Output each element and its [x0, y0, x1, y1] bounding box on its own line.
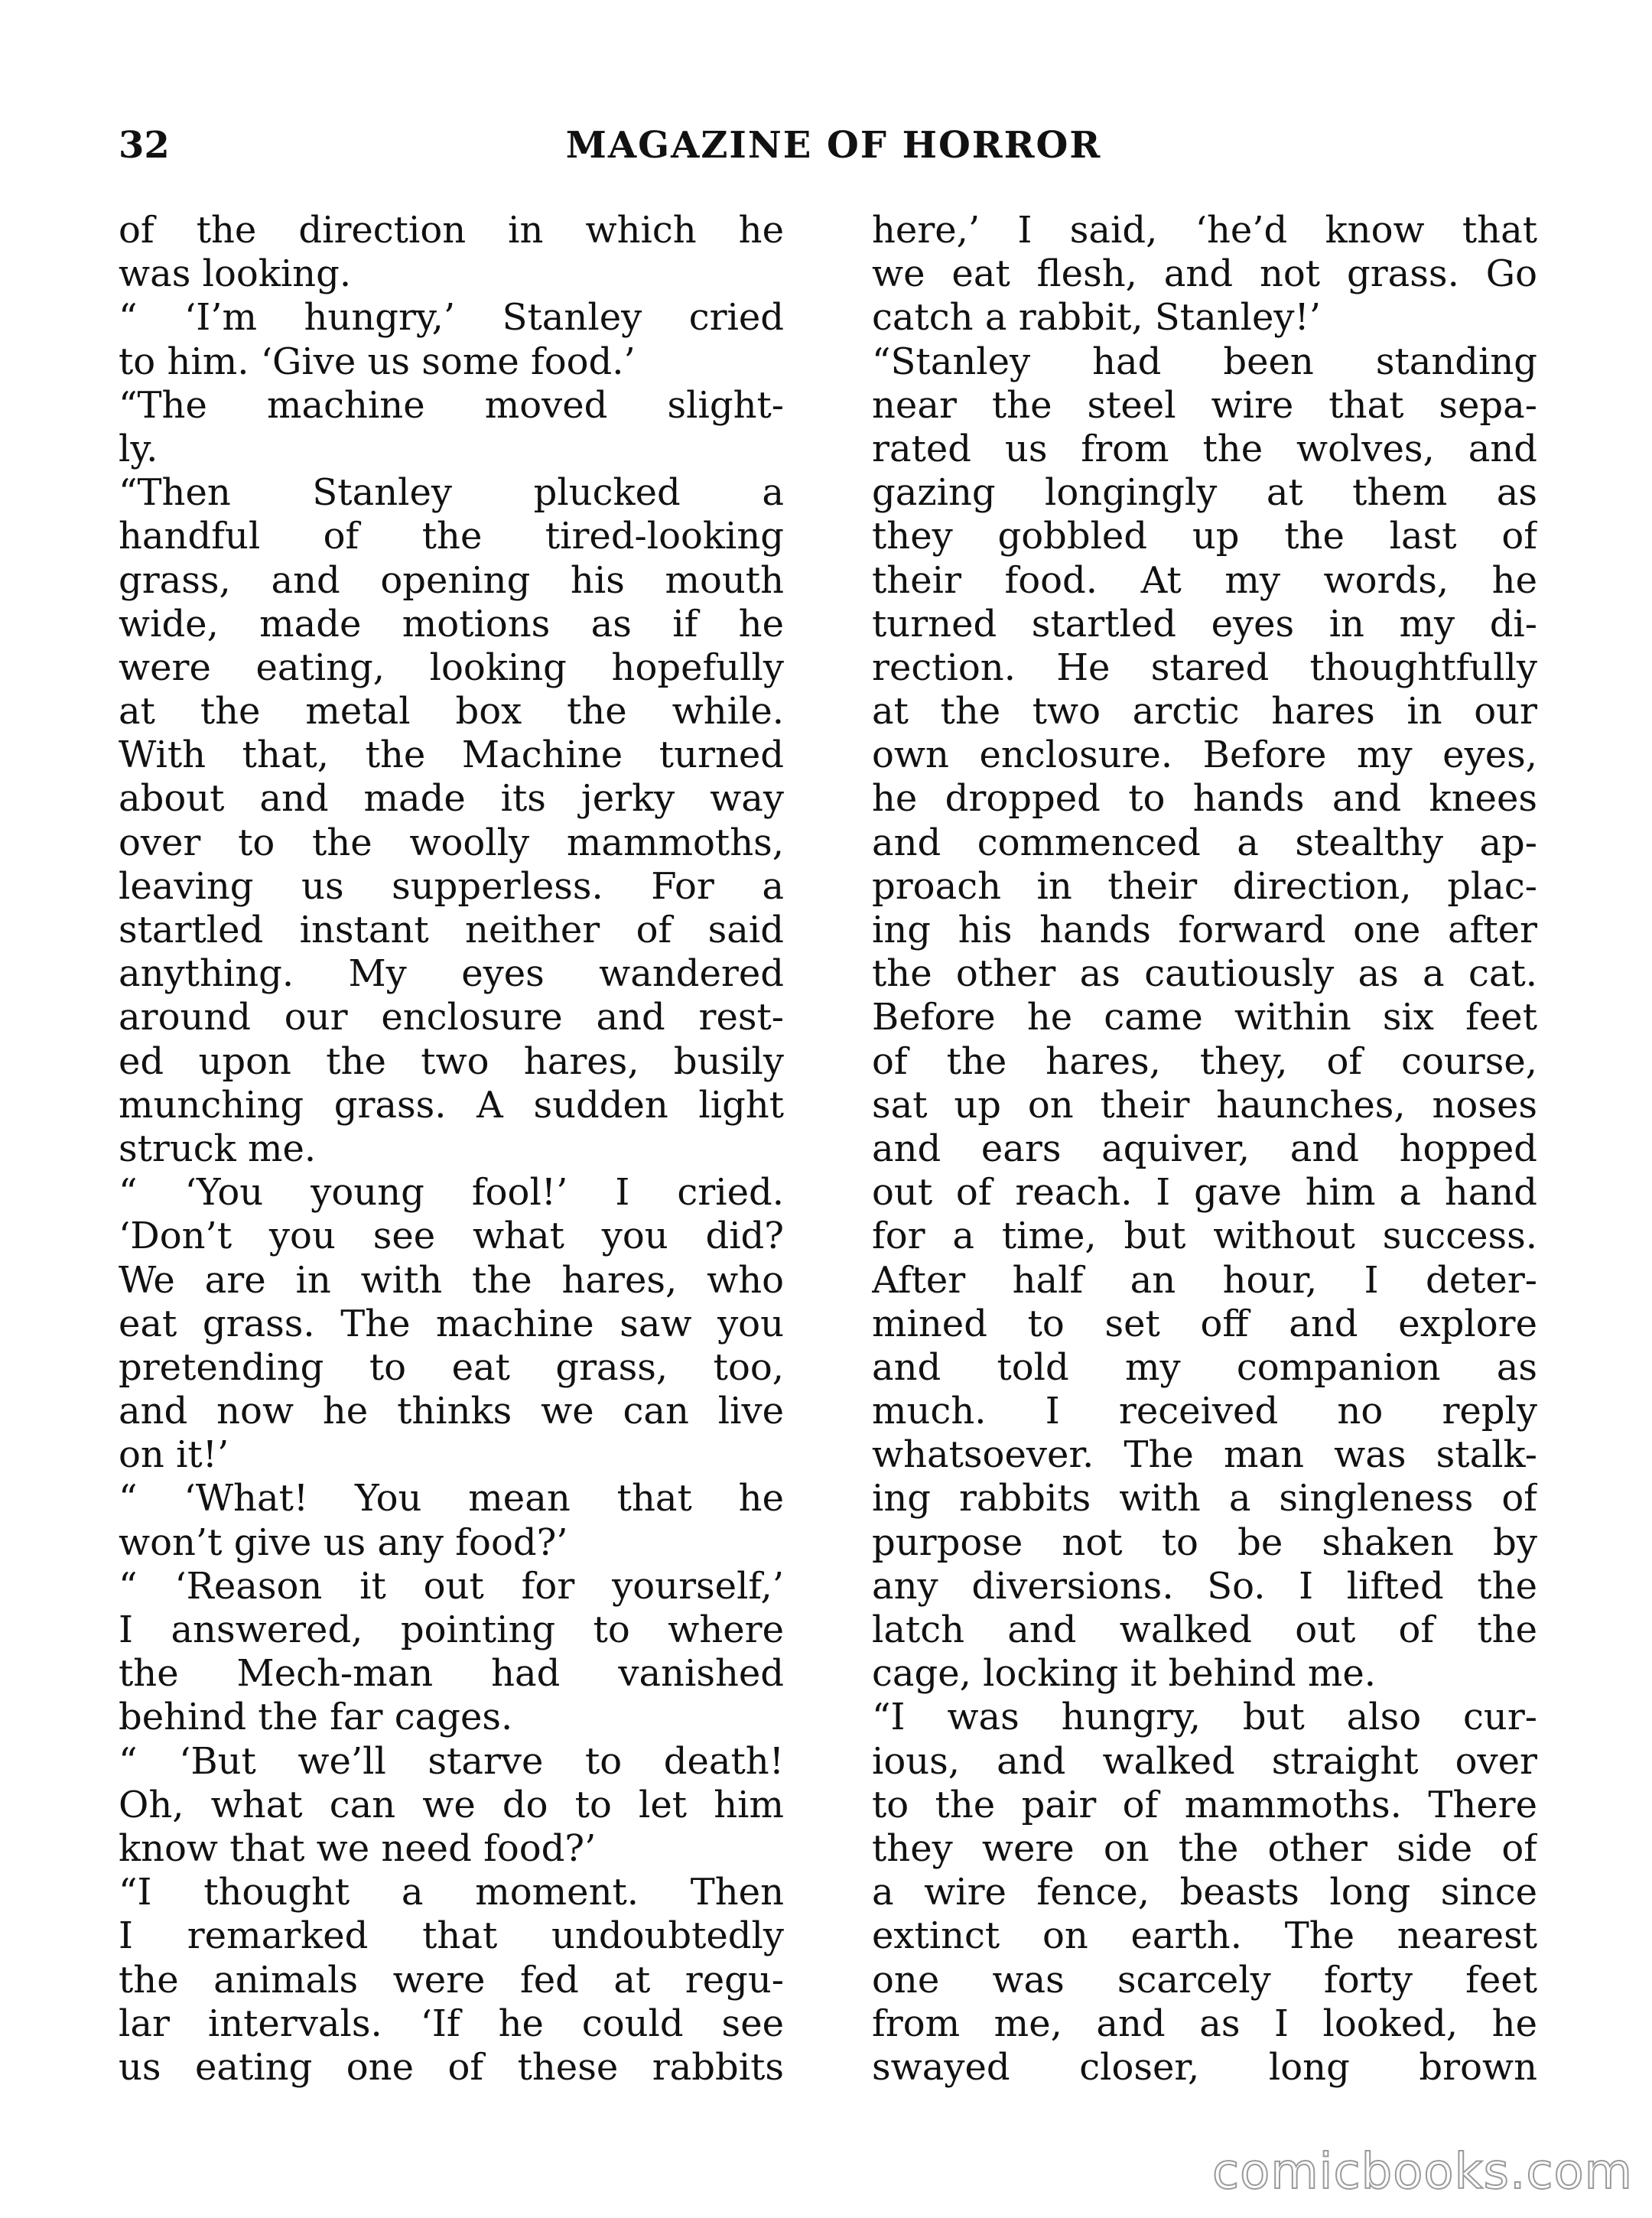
text-line: Oh, what can we do to let him [119, 1783, 784, 1826]
text-line: they gobbled up the last of [872, 515, 1537, 558]
text-line: behind the far cages. [119, 1696, 513, 1739]
text-line: the Mech-man had vanished [119, 1652, 784, 1696]
page-number: 32 [119, 124, 170, 167]
text-line: gazing longingly at them as [872, 471, 1537, 515]
text-line: startled instant neither of said [119, 909, 784, 951]
text-line: at the two arctic hares in our [872, 690, 1537, 733]
text-line: extinct on earth. The nearest [872, 1914, 1537, 1958]
text-line: “I thought a moment. Then [119, 1871, 784, 1914]
text-line: out of reach. I gave him a hand [872, 1171, 1537, 1215]
text-line: “ ‘I’m hungry,’ Stanley cried [119, 296, 784, 340]
text-line: their food. At my words, he [872, 558, 1537, 602]
text-line: one was scarcely forty feet [872, 1958, 1537, 2002]
text-line: rection. He stared thoughtfully [872, 646, 1537, 689]
text-line: ious, and walked straight over [872, 1739, 1537, 1783]
text-line: I answered, pointing to where [119, 1608, 784, 1651]
text-line: “Stanley had been standing [872, 340, 1537, 383]
text-line: sat up on their haunches, noses [872, 1083, 1537, 1127]
text-line: “ ‘Reason it out for yourself,’ [119, 1564, 784, 1608]
text-column-left [119, 209, 784, 2106]
text-line: pretending to eat grass, too, [119, 1345, 784, 1389]
text-line: won’t give us any food?’ [119, 1520, 568, 1564]
text-line: near the steel wire that sepa- [872, 383, 1537, 427]
text-line: whatsoever. The man was stalk- [872, 1433, 1537, 1477]
text-line: he dropped to hands and knees [872, 777, 1537, 821]
text-line: turned startled eyes in my di- [872, 602, 1537, 646]
text-line: “ ‘What! You mean that he [119, 1477, 784, 1520]
text-line: lar intervals. ‘If he could see [119, 2002, 784, 2045]
text-line: We are in with the hares, who [119, 1258, 784, 1302]
page-header [119, 115, 1549, 176]
text-line: and commenced a stealthy ap- [872, 821, 1537, 864]
text-line: ‘Don’t you see what you did? [119, 1215, 784, 1258]
text-line: own enclosure. Before my eyes, [872, 733, 1537, 777]
text-line: rated us from the wolves, and [872, 427, 1537, 470]
watermark: comicbooks.com [1211, 2144, 1633, 2200]
text-line: cage, locking it behind me. [872, 1652, 1376, 1696]
text-line: was looking. [119, 252, 352, 296]
text-line: catch a rabbit, Stanley!’ [872, 296, 1322, 340]
text-line: After half an hour, I deter- [872, 1258, 1537, 1302]
text-line: us eating one of these rabbits [119, 2045, 784, 2089]
text-line: to him. ‘Give us some food.’ [119, 340, 636, 383]
text-line: mined to set off and explore [872, 1302, 1537, 1345]
text-line: “ ‘But we’ll starve to death! [119, 1739, 784, 1783]
text-line: on it!’ [119, 1433, 229, 1477]
text-line: about and made its jerky way [119, 777, 784, 821]
running-title: MAGAZINE OF HORROR [565, 124, 1102, 167]
text-line: for a time, but without success. [872, 1215, 1537, 1258]
text-line: “Then Stanley plucked a [119, 471, 784, 515]
text-line: here,’ I said, ‘he’d know that [872, 209, 1537, 252]
text-line: latch and walked out of the [872, 1608, 1537, 1651]
text-line: know that we need food?’ [119, 1826, 597, 1870]
text-line: of the hares, they, of course, [872, 1039, 1537, 1083]
text-line: “I was hungry, but also cur- [872, 1696, 1537, 1739]
text-line: ly. [119, 427, 158, 470]
text-line: I remarked that undoubtedly [119, 1914, 784, 1958]
text-line: ed upon the two hares, busily [119, 1039, 784, 1083]
text-line: struck me. [119, 1127, 317, 1170]
text-line: “ ‘You young fool!’ I cried. [119, 1171, 784, 1215]
text-line: grass, and opening his mouth [119, 558, 784, 602]
text-line: much. I received no reply [872, 1390, 1537, 1433]
text-line: ing rabbits with a singleness of [872, 1477, 1537, 1520]
text-line: eat grass. The machine saw you [119, 1302, 784, 1345]
text-line: ing his hands forward one after [872, 909, 1537, 951]
text-line: and told my companion as [872, 1345, 1537, 1389]
text-line: Before he came within six feet [872, 996, 1537, 1039]
text-line: anything. My eyes wandered [119, 952, 784, 996]
text-line: they were on the other side of [872, 1826, 1537, 1870]
text-line: any diversions. So. I lifted the [872, 1564, 1537, 1608]
text-line: from me, and as I looked, he [872, 2002, 1537, 2045]
text-line: and now he thinks we can live [119, 1390, 784, 1433]
text-line: to the pair of mammoths. There [872, 1783, 1537, 1826]
text-column-right [872, 209, 1537, 2106]
text-line: wide, made motions as if he [119, 602, 784, 646]
text-line: swayed closer, long brown [872, 2045, 1537, 2089]
text-line: the other as cautiously as a cat. [872, 952, 1537, 996]
text-line: over to the woolly mammoths, [119, 821, 784, 864]
text-line: “The machine moved slight- [119, 383, 784, 427]
text-line: were eating, looking hopefully [119, 646, 784, 689]
text-line: around our enclosure and rest- [119, 996, 784, 1039]
text-line: at the metal box the while. [119, 690, 784, 733]
text-line: we eat flesh, and not grass. Go [872, 252, 1537, 296]
text-line: leaving us supperless. For a [119, 864, 784, 908]
text-line: the animals were fed at regu- [119, 1958, 784, 2002]
text-line: munching grass. A sudden light [119, 1083, 784, 1127]
text-line: and ears aquiver, and hopped [872, 1127, 1537, 1170]
text-line: proach in their direction, plac- [872, 864, 1537, 908]
text-line: a wire fence, beasts long since [872, 1871, 1537, 1914]
text-line: handful of the tired-looking [119, 515, 784, 558]
text-line: With that, the Machine turned [119, 733, 784, 777]
text-line: purpose not to be shaken by [872, 1520, 1537, 1564]
text-line: of the direction in which he [119, 209, 784, 252]
